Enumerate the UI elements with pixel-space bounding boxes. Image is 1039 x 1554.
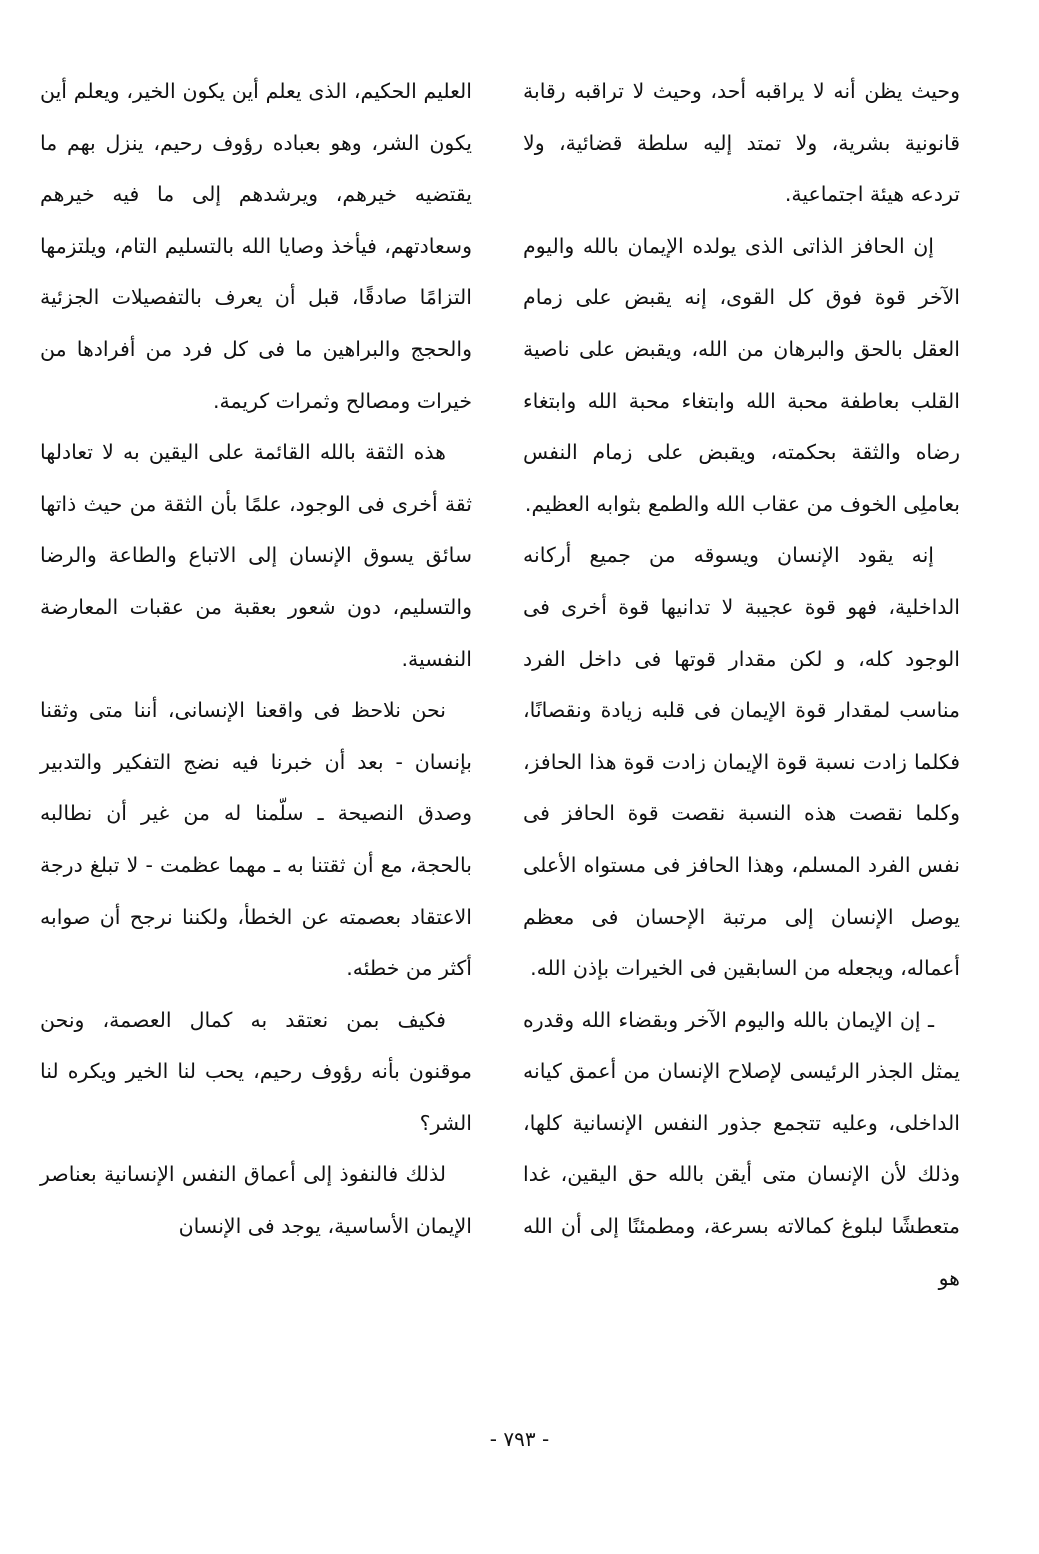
paragraph: نحن نلاحظ فى واقعنا الإنسانى، أننا متى وثقنا بإنسان - بعد أن خبرنا فيه نضج التفكير والتدبير وصدق النصيحة ـ سلّمنا له من غير أن نطالبه بالحجة، مع أن ثقتنا به ـ مهما عظمت - لا تبلغ درجة الاعتقاد بعصمته عن الخطأ، ولكننا نرجح أن صوابه أكثر من خطئه. (40, 698, 472, 981)
right-text-column (523, 66, 960, 1304)
left-text-column (40, 66, 472, 1253)
paragraph: وحيث يظن أنه لا يراقبه أحد، وحيث لا تراقبه رقابة قانونية بشرية، ولا تمتد إليه سلطة قضائية، ولا تردعه هيئة اجتماعية. (523, 79, 960, 207)
page-number: - ٧٩٣ - (489, 1427, 550, 1451)
paragraph: إنه يقود الإنسان ويسوقه من جميع أركانه الداخلية، فهو قوة عجيبة لا تدانيها قوة أخرى فى الوجود كله، و لكن مقدار قوتها فى داخل الفرد مناسب لمقدار قوة الإيمان فى قلبه زيادة ونقصانًا، فكلما زادت نسبة قوة الإيمان زادت قوة هذا الحافز، وكلما نقصت هذه النسبة نقصت قوة الحافز فى نفس الفرد المسلم، وهذا الحافز فى مستواه الأعلى يوصل الإنسان إلى مرتبة الإحسان فى معظم أعماله، ويجعله من السابقين فى الخيرات بإذن الله. (523, 543, 960, 981)
paragraph: ـ إن الإيمان بالله واليوم الآخر وبقضاء الله وقدره يمثل الجذر الرئيسى لإصلاح الإنسان من أعمق كيانه الداخلى، وعليه تتجمع جذور النفس الإنسانية كلها، وذلك لأن الإنسان متى أيقن بالله حق اليقين، غدا متعطشًا لبلوغ كمالاته بسرعة، ومطمئنًا إلى أن الله هو (523, 1007, 960, 1290)
paragraph: فكيف بمن نعتقد به كمال العصمة، ونحن موقنون بأنه رؤوف رحيم، يحب لنا الخير ويكره لنا الشر؟ (40, 1007, 472, 1135)
paragraph: لذلك فالنفوذ إلى أعماق النفس الإنسانية بعناصر الإيمان الأساسية، يوجد فى الإنسان (40, 1162, 472, 1239)
paragraph: إن الحافز الذاتى الذى يولده الإيمان بالله واليوم الآخر قوة فوق كل القوى، إنه يقبض على زمام العقل بالحق والبرهان من الله، ويقبض على ناصية القلب بعاطفة محبة الله وابتغاء محبة الله وابتغاء رضاه والثقة بحكمته، ويقبض على زمام النفس بعاملِى الخوف من عقاب الله والطمع بثوابه العظيم. (523, 233, 960, 516)
paragraph: العليم الحكيم، الذى يعلم أين يكون الخير، ويعلم أين يكون الشر، وهو بعباده رؤوف رحيم، ينزل بهم ما يقتضيه خيرهم، ويرشدهم إلى ما فيه خيرهم وسعادتهم، فيأخذ وصايا الله بالتسليم التام، ويلتزمها التزامًا صادقًا، قبل أن يعرف بالتفصيلات الجزئية والحجج والبراهين ما فى كل فرد من أفرادها من خيرات ومصالح وثمرات كريمة. (40, 79, 472, 413)
paragraph: هذه الثقة بالله القائمة على اليقين به لا تعادلها ثقة أخرى فى الوجود، علمًا بأن الثقة من حيث ذاتها سائق يسوق الإنسان إلى الاتباع والطاعة والرضا والتسليم، دون شعور بعقبة من عقبات المعارضة النفسية. (40, 440, 472, 671)
